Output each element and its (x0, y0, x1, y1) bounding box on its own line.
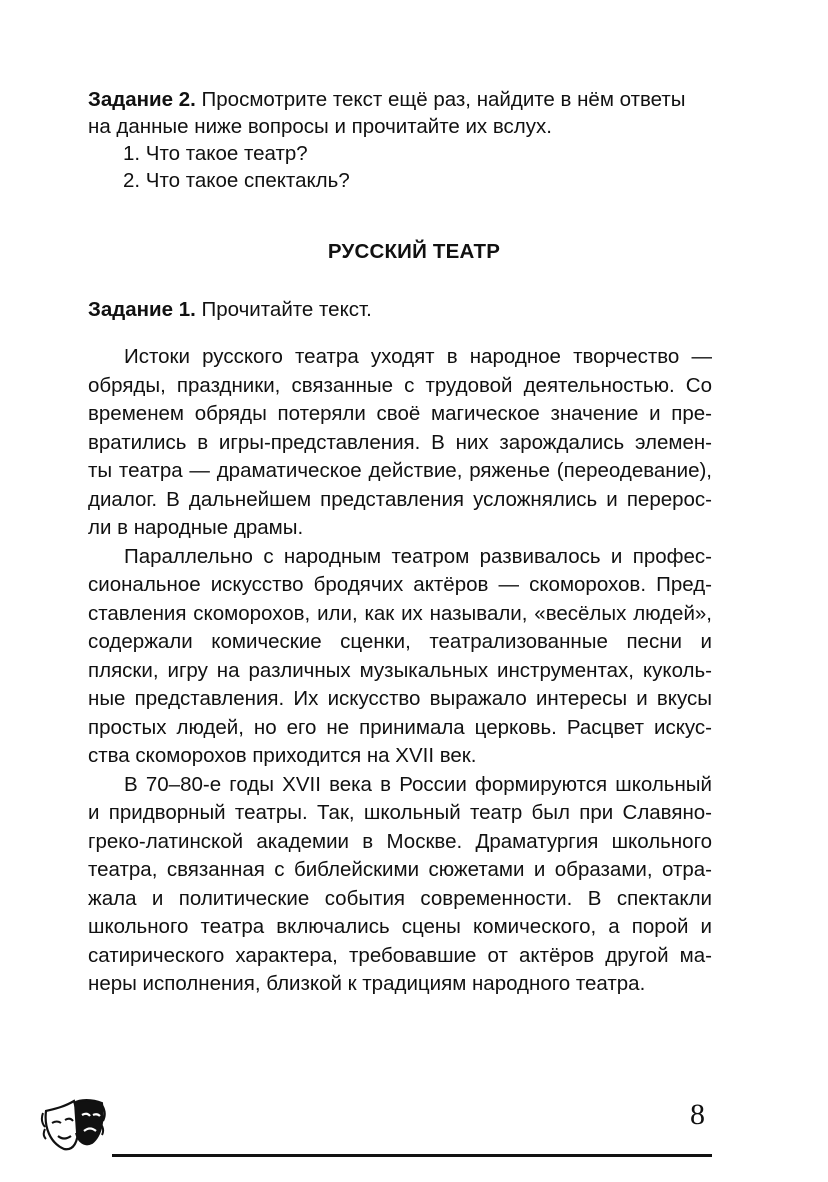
text-line: школьного театра включались сцены комического, а порой и (88, 915, 712, 938)
text-line: ставления скоморохов, или, как их называли, «весёлых людей», (88, 601, 712, 625)
paragraph-2 (88, 543, 712, 771)
theatre-masks-icon (40, 1093, 108, 1155)
task-2-label: Задание 2. (88, 88, 196, 111)
task-1-text: Прочитайте текст. (195, 298, 372, 321)
task-1-label: Задание 1. (88, 298, 196, 321)
text-line: диалог. В дальнейшем представления усложнялись и перерос- (88, 487, 712, 511)
paragraph-3 (88, 771, 712, 999)
text-line: Истоки русского театра уходят в народное творчество — (124, 345, 712, 368)
text-line: жала и политические события современности. В спектакли (88, 886, 712, 910)
task-2-line-2: на данные ниже вопросы и прочитайте их вслух. (88, 115, 552, 138)
text-line: неры исполнения, близкой к традициям народного театра. (88, 972, 646, 995)
text-line: вратились в игры-представления. В них зарождались элемен- (88, 430, 712, 454)
task-2-text-1: Просмотрите текст ещё раз, найдите в нём ответы (195, 88, 686, 111)
task-2-block (88, 86, 728, 194)
text-line: ные представления. Их искусство выражало интересы и вкусы (88, 687, 712, 710)
text-line: ты театра — драматическое действие, ряженье (переодевание), (88, 459, 712, 482)
text-line: временем обряды потеряли своё магическое значение и пре- (88, 402, 712, 425)
paragraph-1 (88, 343, 712, 543)
text-line: В 70–80-е годы XVII века в России формируются школьный (124, 772, 712, 796)
question-2: 2. Что такое спектакль? (123, 169, 350, 192)
text-line: сиональное искусство бродячих актёров — скоморохов. Пред- (88, 573, 712, 596)
text-line: театра, связанная с библейскими сюжетами и образами, отра- (88, 858, 712, 881)
text-line: греко-латинской академии в Москве. Драматургия школьного (88, 829, 712, 853)
text-line: ли в народные драмы. (88, 516, 304, 539)
text-line: и придворный театры. Так, школьный театр был при Славяно- (88, 801, 712, 824)
text-line: ства скоморохов приходится на XVII век. (88, 744, 477, 767)
text-line: пляски, игру на различных музыкальных инструментах, куколь- (88, 658, 712, 682)
page-number: 8 (690, 1098, 705, 1131)
text-line: обряды, праздники, связанные с трудовой деятельностью. Со (88, 373, 712, 397)
text-line: сатирического характера, требовавшие от актёров другой ма- (88, 943, 712, 967)
task-2-line-1 (88, 86, 728, 113)
body-text (88, 343, 712, 999)
section-heading: РУССКИЙ ТЕАТР (327, 240, 501, 263)
text-line: Параллельно с народным театром развивалось и профес- (124, 544, 712, 568)
footer-rule (112, 1154, 712, 1157)
question-1: 1. Что такое театр? (123, 142, 308, 165)
text-line: содержали комические сценки, театрализованные песни и (88, 630, 712, 653)
task-1-block (88, 296, 372, 323)
text-line: простых людей, но его не принимала церковь. Расцвет искус- (88, 715, 712, 739)
